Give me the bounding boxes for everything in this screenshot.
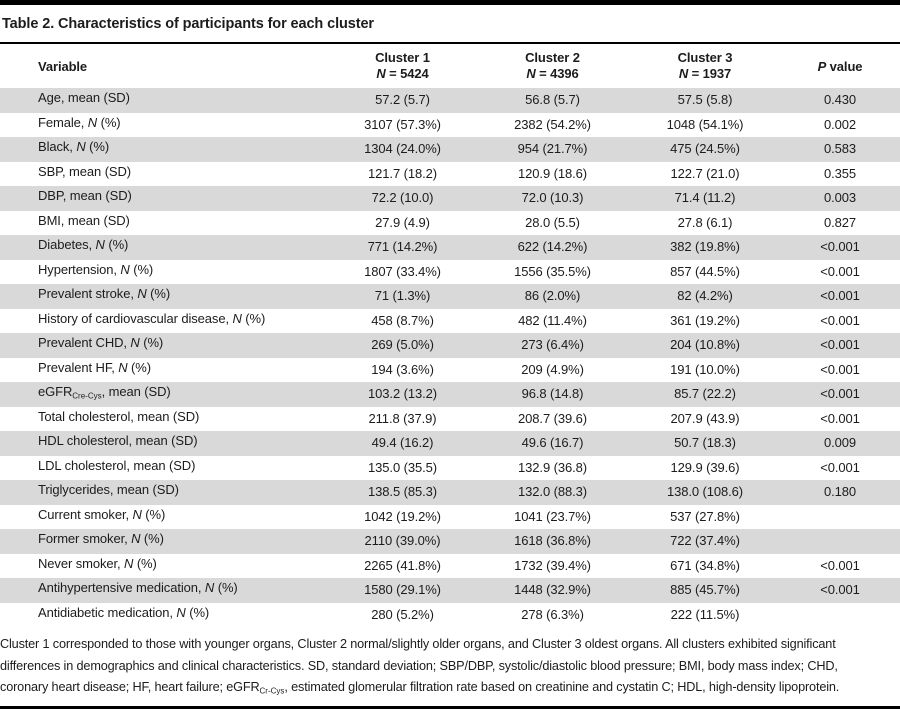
variable-cell <box>0 333 330 358</box>
p-value-cell: <0.001 <box>820 239 860 255</box>
cluster3-value-cell: 722 (37.4%) <box>670 533 740 549</box>
footnote-text: , estimated glomerular filtration rate based on creatinine and cystatin C; HDL, high-density lipoprotein. <box>284 680 840 694</box>
variable-cell <box>0 211 330 236</box>
cluster2-value-cell: 1448 (32.9%) <box>514 582 591 598</box>
variable-n-italic: N <box>204 580 215 595</box>
table-row <box>0 333 900 358</box>
variable-label: Female, <box>38 114 88 130</box>
p-value-cell: <0.001 <box>820 410 860 426</box>
variable-cell <box>0 358 330 383</box>
p-value-cell: <0.001 <box>820 337 860 353</box>
cluster1-value-cell: 2110 (39.0%) <box>364 533 441 549</box>
variable-label-suffix: (%) <box>139 335 164 350</box>
variable-label: LDL cholesterol, mean (SD) <box>38 457 196 473</box>
cluster2-value-cell: 49.6 (16.7) <box>521 435 584 451</box>
variable-label: Prevalent HF, <box>38 359 119 375</box>
cluster2-value-cell: 1618 (36.8%) <box>514 533 591 549</box>
p-value-cell: <0.001 <box>820 582 860 598</box>
variable-label-suffix: (%) <box>127 359 151 375</box>
cluster3-n-count <box>630 66 780 82</box>
table-header <box>0 44 900 88</box>
variable-label: BMI, mean (SD) <box>38 212 130 228</box>
cluster3-value-cell: 82 (4.2%) <box>677 288 733 304</box>
cluster2-value-cell: 2382 (54.2%) <box>514 116 591 132</box>
variable-cell <box>0 529 330 554</box>
cluster3-value-cell: 222 (11.5%) <box>670 606 740 622</box>
cluster2-value-cell: 120.9 (18.6) <box>518 165 587 181</box>
variable-label: Black, <box>38 139 77 154</box>
table-row <box>0 284 900 309</box>
table-row <box>0 382 900 407</box>
variable-label: Former smoker, <box>38 531 132 546</box>
p-value-cell: <0.001 <box>820 288 860 304</box>
p-header-rest: value <box>826 58 863 74</box>
table-row <box>0 358 900 383</box>
variable-label: History of cardiovascular disease, <box>38 310 233 326</box>
variable-cell <box>0 554 330 579</box>
variable-label: eGFR <box>38 384 73 399</box>
variable-cell <box>0 260 330 285</box>
cluster3-value-cell: 475 (24.5%) <box>670 141 740 157</box>
cluster2-value-cell: 209 (4.9%) <box>521 361 584 377</box>
variable-n-italic: N <box>137 286 147 301</box>
cluster2-value-cell: 273 (6.4%) <box>521 337 584 353</box>
p-value-cell <box>780 505 900 530</box>
cluster2-value-cell: 132.9 (36.8) <box>518 459 587 475</box>
cluster2-value-cell: 96.8 (14.8) <box>521 386 584 402</box>
footnote-subscript: Cr-Cys <box>259 686 285 696</box>
variable-cell <box>0 505 330 530</box>
cluster2-value-cell: 622 (14.2%) <box>517 239 588 255</box>
cluster3-value-cell: 207.9 (43.9) <box>670 410 740 426</box>
table-body <box>0 88 900 627</box>
variable-label-suffix: (%) <box>185 604 210 620</box>
variable-cell <box>0 137 330 162</box>
variable-cell <box>0 113 330 138</box>
variable-label-suffix: (%) <box>241 310 266 326</box>
variable-cell <box>0 407 330 432</box>
p-value-cell: 0.827 <box>823 214 857 230</box>
variable-n-italic: N <box>87 114 98 130</box>
table-row <box>0 578 900 603</box>
p-value-cell: <0.001 <box>820 361 860 377</box>
variable-label: Antihypertensive medication, <box>38 580 205 595</box>
cluster2-value-cell: 1556 (35.5%) <box>514 263 591 279</box>
cluster3-value-cell: 57.5 (5.8) <box>677 92 733 108</box>
cluster1-value-cell: 103.2 (13.2) <box>368 386 437 402</box>
variable-n-italic: N <box>120 261 130 277</box>
table-row <box>0 603 900 628</box>
table-row <box>0 529 900 554</box>
cluster3-value-cell: 85.7 (22.2) <box>674 386 736 402</box>
table-row <box>0 88 900 113</box>
variable-cell <box>0 431 330 456</box>
variable-cell <box>0 309 330 334</box>
variable-label-suffix: (%) <box>97 114 121 130</box>
cluster3-value-cell: 122.7 (21.0) <box>670 165 740 181</box>
variable-cell <box>0 235 330 260</box>
variable-n-italic: N <box>118 359 128 375</box>
cluster2-value-cell: 1732 (39.4%) <box>514 557 591 573</box>
footnote-line-3 <box>0 677 900 702</box>
variable-label: Antidiabetic medication, <box>38 604 177 620</box>
variable-label-suffix: (%) <box>140 531 164 546</box>
cluster3-value-cell: 361 (19.2%) <box>670 312 740 328</box>
n-count-value: = 1937 <box>691 66 732 81</box>
cluster1-value-cell: 135.0 (35.5) <box>368 459 437 475</box>
characteristics-table <box>0 44 900 627</box>
variable-label: HDL cholesterol, mean (SD) <box>38 433 198 448</box>
p-value-cell: <0.001 <box>820 263 860 279</box>
p-symbol: P <box>817 58 827 74</box>
cluster1-value-cell: 280 (5.2%) <box>371 606 434 622</box>
cluster1-value-cell: 138.5 (85.3) <box>368 484 437 500</box>
cluster1-value-cell: 57.2 (5.7) <box>375 92 430 108</box>
cluster1-value-cell: 121.7 (18.2) <box>368 165 437 181</box>
variable-n-italic: N <box>130 335 140 350</box>
cluster1-value-cell: 194 (3.6%) <box>371 361 434 377</box>
n-symbol: N <box>526 66 536 81</box>
variable-n-italic: N <box>131 531 141 546</box>
table-row <box>0 554 900 579</box>
footnote-text: coronary heart disease; HF, heart failure; eGFR <box>0 680 260 694</box>
cluster1-value-cell: 3107 (57.3%) <box>364 116 441 132</box>
table-row <box>0 211 900 236</box>
variable-label-suffix: (%) <box>129 261 154 277</box>
cluster3-value-cell: 138.0 (108.6) <box>666 484 744 500</box>
p-value-cell: 0.002 <box>823 116 857 132</box>
footnote-line-1: Cluster 1 corresponded to those with younger organs, Cluster 2 normal/slightly older organs, and Cluster 3 oldest organs. All clusters exhibited significant <box>0 637 836 651</box>
p-value-cell: 0.180 <box>823 484 857 500</box>
p-value-cell: 0.430 <box>823 92 857 108</box>
table-row <box>0 407 900 432</box>
cluster2-value-cell: 1041 (23.7%) <box>514 508 591 524</box>
cluster2-value-cell: 954 (21.7%) <box>517 141 588 157</box>
variable-n-italic: N <box>124 555 134 571</box>
variable-label-suffix: (%) <box>141 506 166 522</box>
table-row <box>0 260 900 285</box>
cluster2-value-cell: 28.0 (5.5) <box>525 214 580 230</box>
cluster2-value-cell: 208.7 (39.6) <box>518 410 587 426</box>
p-value-cell: <0.001 <box>820 386 860 402</box>
cluster2-value-cell: 56.8 (5.7) <box>525 92 580 108</box>
table-row <box>0 235 900 260</box>
variable-label-suffix: (%) <box>85 139 110 154</box>
cluster3-value-cell: 129.9 (39.6) <box>670 459 740 475</box>
cluster3-value-cell: 885 (45.7%) <box>670 582 740 598</box>
variable-label: Current smoker, <box>38 506 133 522</box>
variable-n-italic: N <box>76 139 86 154</box>
variable-label: Prevalent CHD, <box>38 335 131 350</box>
variable-n-italic: N <box>176 604 186 620</box>
cluster1-value-cell: 771 (14.2%) <box>367 239 438 255</box>
cluster1-value-cell: 27.9 (4.9) <box>375 214 430 230</box>
cluster1-n-count <box>330 66 475 82</box>
cluster2-value-cell: 278 (6.3%) <box>521 606 584 622</box>
variable-n-italic: N <box>95 237 105 252</box>
p-value-cell: 0.003 <box>823 190 857 206</box>
cluster3-value-cell: 204 (10.8%) <box>670 337 740 353</box>
variable-label: Hypertension, <box>38 261 121 277</box>
cluster1-value-cell: 1807 (33.4%) <box>364 263 441 279</box>
cluster2-value-cell: 482 (11.4%) <box>518 312 587 328</box>
n-count-value: = 4396 <box>539 66 579 81</box>
table-row <box>0 309 900 334</box>
variable-cell <box>0 480 330 505</box>
variable-label-suffix: (%) <box>133 555 157 571</box>
variable-label-suffix: (%) <box>146 286 171 301</box>
variable-cell <box>0 578 330 603</box>
variable-label: SBP, mean (SD) <box>38 163 132 179</box>
variable-label: DBP, mean (SD) <box>38 188 132 203</box>
cluster1-name: Cluster 1 <box>375 50 430 65</box>
table-header-row <box>0 44 900 88</box>
variable-cell <box>0 382 330 407</box>
variable-label: Total cholesterol, mean (SD) <box>38 408 200 424</box>
footnote-line-2: differences in demographics and clinical characteristics. SD, standard deviation; SBP/DBP, systolic/diastolic blood pressure; BMI, body mass index; CHD, <box>0 658 838 673</box>
variable-cell <box>0 186 330 211</box>
cluster3-value-cell: 382 (19.8%) <box>670 239 740 255</box>
variable-n-italic: N <box>132 506 142 522</box>
cluster1-value-cell: 2265 (41.8%) <box>364 557 441 573</box>
p-value-cell: <0.001 <box>820 459 860 475</box>
cluster3-value-cell: 537 (27.8%) <box>670 508 740 524</box>
table-title: Table 2. Characteristics of participants for each cluster <box>2 16 374 32</box>
cluster2-value-cell: 86 (2.0%) <box>524 288 581 304</box>
cluster3-value-cell: 191 (10.0%) <box>670 361 740 377</box>
table-footnote <box>0 634 900 702</box>
variable-cell <box>0 162 330 187</box>
variable-label-suffix: , mean (SD) <box>101 384 171 399</box>
variable-cell <box>0 284 330 309</box>
cluster2-value-cell: 132.0 (88.3) <box>518 484 587 500</box>
variable-label-suffix: (%) <box>214 580 238 595</box>
cluster1-value-cell: 1304 (24.0%) <box>364 141 441 157</box>
variable-label: Diabetes, <box>38 237 96 252</box>
column-header-pvalue <box>780 44 900 88</box>
cluster3-name: Cluster 3 <box>677 50 733 65</box>
p-value-cell: <0.001 <box>820 557 860 573</box>
variable-label: Age, mean (SD) <box>38 90 130 105</box>
cluster1-value-cell: 458 (8.7%) <box>371 312 434 328</box>
variable-n-italic: N <box>232 310 242 326</box>
cluster3-value-cell: 857 (44.5%) <box>670 263 740 279</box>
cluster1-value-cell: 71 (1.3%) <box>374 288 431 304</box>
n-count-value: = 5424 <box>389 66 429 81</box>
cluster1-value-cell: 49.4 (16.2) <box>371 435 434 451</box>
n-symbol: N <box>678 66 689 81</box>
cluster3-value-cell: 27.8 (6.1) <box>677 214 733 230</box>
cluster1-value-cell: 72.2 (10.0) <box>371 190 434 206</box>
cluster2-n-count <box>475 66 630 82</box>
column-header-cluster2 <box>475 44 630 88</box>
p-value-cell <box>780 529 900 554</box>
column-header-cluster3 <box>630 44 780 88</box>
variable-cell <box>0 456 330 481</box>
variable-label: Triglycerides, mean (SD) <box>38 482 179 497</box>
table-row <box>0 480 900 505</box>
p-value-cell: 0.583 <box>823 141 857 157</box>
table-row <box>0 137 900 162</box>
table-row <box>0 431 900 456</box>
p-value-cell: <0.001 <box>820 312 860 328</box>
p-value-cell <box>780 603 900 628</box>
cluster1-value-cell: 269 (5.0%) <box>371 337 434 353</box>
cluster1-value-cell: 1042 (19.2%) <box>364 508 441 524</box>
cluster3-value-cell: 71.4 (11.2) <box>674 190 736 206</box>
p-value-cell: 0.009 <box>823 435 857 451</box>
table-row <box>0 113 900 138</box>
cluster2-name: Cluster 2 <box>525 50 580 65</box>
variable-label-suffix: (%) <box>104 237 129 252</box>
variable-label: Prevalent stroke, <box>38 286 138 301</box>
cluster3-value-cell: 1048 (54.1%) <box>666 116 744 132</box>
table-row <box>0 162 900 187</box>
column-header-cluster1 <box>330 44 475 88</box>
variable-cell <box>0 603 330 628</box>
p-value-cell: 0.355 <box>823 165 857 181</box>
cluster3-value-cell: 671 (34.8%) <box>670 557 740 573</box>
table-row <box>0 456 900 481</box>
n-symbol: N <box>376 66 386 81</box>
variable-cell <box>0 88 330 113</box>
variable-subscript: Cre-Cys <box>72 391 102 401</box>
table-row <box>0 186 900 211</box>
cluster1-value-cell: 1580 (29.1%) <box>364 582 441 598</box>
variable-label: Never smoker, <box>38 555 125 571</box>
cluster2-value-cell: 72.0 (10.3) <box>521 190 584 206</box>
cluster3-value-cell: 50.7 (18.3) <box>674 435 736 451</box>
cluster1-value-cell: 211.8 (37.9) <box>368 410 437 426</box>
column-header-variable: Variable <box>38 58 88 74</box>
table-row <box>0 505 900 530</box>
